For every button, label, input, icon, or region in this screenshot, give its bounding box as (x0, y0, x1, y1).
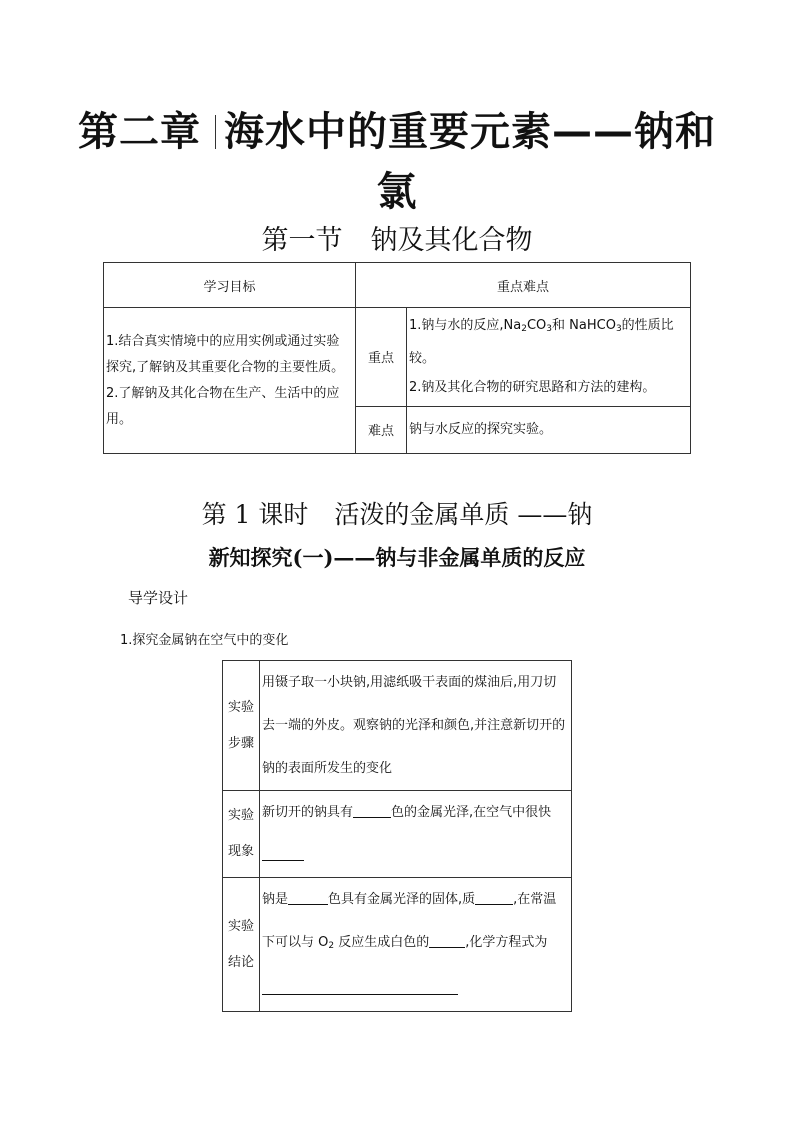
experiment-row-steps (223, 661, 572, 791)
steps-text: 用镊子取一小块钠,用滤纸吸干表面的煤油后,用刀切去一端的外皮。观察钠的光泽和颜色,并注意新切开的钠的表面所发生的变化 (260, 661, 572, 791)
explore-heading: 新知探究(一)——钠与非金属单质的反应 (208, 545, 586, 570)
steps-label: 实验步骤 (223, 661, 260, 791)
goals-table-row-key (104, 308, 691, 407)
header-learning-goals: 学习目标 (104, 263, 356, 308)
conclusion-text: 钠是 色具有金属光泽的固体,质 ,在常温下可以与 $O_2$ 反应生成白色的 ,化学方程式为 (260, 878, 572, 1012)
section-title (0, 221, 794, 261)
learning-goals-table (103, 262, 691, 454)
fill-blank[interactable] (429, 933, 465, 948)
fill-blank[interactable] (288, 890, 328, 905)
chapter-number: 第二章 (78, 109, 201, 155)
lesson-name: 活泼的金属单质 ——钠 (334, 500, 593, 529)
section-name: 钠及其化合物 (370, 225, 533, 256)
chapter-title (0, 102, 794, 222)
lesson-title (0, 496, 794, 534)
learning-goals-text: 1.结合真实情境中的应用实例或通过实验探究,了解钠及其重要化合物的主要性质。2.了解钠及其化合物在生产、生活中的应用。 (104, 308, 356, 454)
lesson-number: 第 1 课时 (201, 500, 309, 529)
chapter-title-line1: 海水中的重要元素——钠和 (224, 109, 716, 155)
difficulty-label: 难点 (356, 406, 407, 453)
text-cursor (215, 115, 216, 149)
difficulty-text: 钠与水反应的探究实验。 (407, 406, 691, 453)
experiment-table (222, 660, 572, 1012)
key-label: 重点 (356, 308, 407, 407)
experiment-row-phenomenon (223, 791, 572, 878)
guide-heading: 导学设计 (128, 589, 189, 607)
goals-table-header-row (104, 263, 691, 308)
phenomenon-label: 实验现象 (223, 791, 260, 878)
fill-blank[interactable] (475, 890, 513, 905)
experiment-row-conclusion (223, 878, 572, 1012)
header-key-points: 重点难点 (356, 263, 691, 308)
phenomenon-text: 新切开的钠具有 色的金属光泽,在空气中很快 (260, 791, 572, 878)
section-number: 第一节 (261, 225, 343, 256)
chapter-title-line2: 氯 (376, 169, 418, 215)
conclusion-label: 实验结论 (223, 878, 260, 1012)
key-points-text: 1.钠与水的反应$,Na_2CO_3$和 NaHCO$_3$的性质比较。 2.钠及其化合物的研究思路和方法的建构。 (407, 308, 691, 407)
experiment-item-title: 1.探究金属钠在空气中的变化 (120, 633, 289, 648)
fill-blank[interactable] (262, 980, 458, 995)
fill-blank[interactable] (353, 803, 391, 818)
fill-blank[interactable] (262, 846, 304, 861)
